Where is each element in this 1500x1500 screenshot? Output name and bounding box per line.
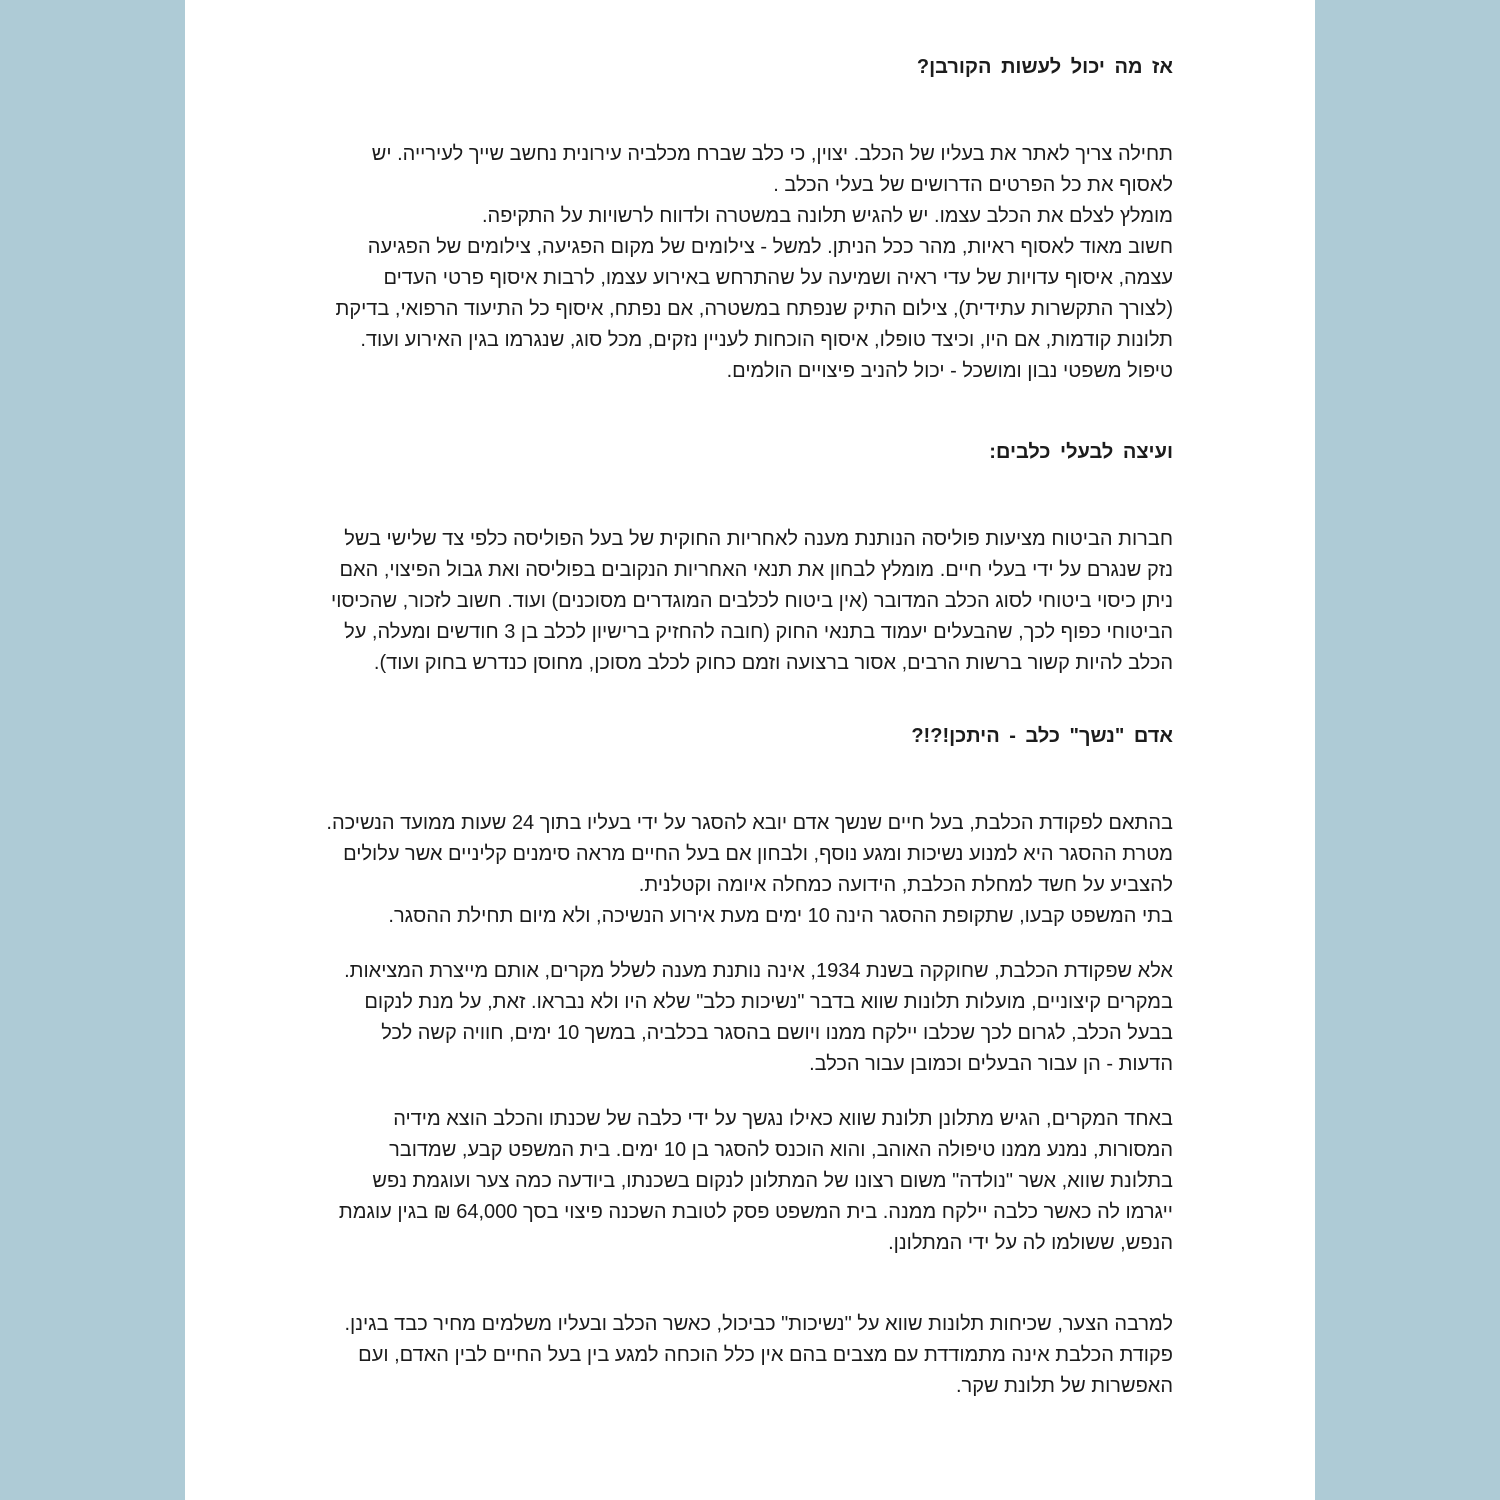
document-page: [185, 0, 1315, 1500]
paragraph-locate-owner: תחילה צריך לאתר את בעליו של הכלב. יצוין, כי כלב שברח מכלביה עירונית נחשב שייך לעירייה. יש לאסוף את כל הפרטים הדרושים של בעלי הכלב .: [371, 143, 1173, 196]
paragraph-insurance: חברות הביטוח מציעות פוליסה הנותנת מענה לאחריות החוקית של בעל הפוליסה כלפי צד שלישי בשל נזק שנגרם על ידי בעלי חיים. מומלץ לבחון את תנאי האחריות הנקובים בפוליסה ואת גבול הפיצוי, האם ניתן כיסוי ביטוחי לסוג הכלב המדובר (אין ביטוח לכלבים המוגדרים מסוכנים) ועוד. חשוב לזכור, שהכיסוי הביטוחי כפוף לכך, שהבעלים יעמוד בתנאי החוק (חובה להחזיק ברישיון לכלב בן 3 חודשים ומעלה, על הכלב להיות קשור ברשות הרבים, אסור ברצועה וזמם כחוק לכלב מסוכן, מחוסן כנדרש בחוק ועוד).: [331, 528, 1173, 674]
paragraph-court-case: באחד המקרים, הגיש מתלונן תלונת שווא כאילו נגשך על ידי כלבה של שכנתו והכלב הוצא מידיה המסורות, נמנע ממנו טיפולה האוהב, והוא הוכנס להסגר בן 10 ימים. בית המשפט קבע, שמדובר בתלונת שווא, אשר "נולדה" משום רצונו של המתלונן לנקום בשכנתו, ביודעה כמה צער ועוגמת נפש ייגרמו לה כאשר כלבה יילקח ממנה. בית המשפט פסק לטובת השכנה פיצוי בסך 64,000 ₪ בגין עוגמת הנפש, ששולמו לה על ידי המתלונן.: [338, 1108, 1173, 1254]
paragraph-conclusion: למרבה הצער, שכיחות תלונות שווא על "נשיכות" כביכול, כאשר הכלב ובעליו משלמים מחיר כבד בגינן. פקודת הכלבת אינה מתמודדת עם מצבים בהם אין כלל הוכחה למגע בין בעל החיים לבין האדם, ועם האפשרות של תלונת שקר.: [344, 1313, 1173, 1397]
paragraph-collect-evidence: חשוב מאוד לאסוף ראיות, מהר ככל הניתן. למשל - צילומים של מקום הפגיעה, צילומים של הפגיעה עצמה, איסוף עדויות של עדי ראיה ושמיעה על שהתרחש באירוע עצמו, לרבות איסוף פרטי העדים (לצורך התקשרות עתידית), צילום התיק שנפתח במשטרה, אם נפתח, איסוף כל התיעוד הרפואי, בדיקת תלונות קודמות, אם היו, וכיצד טופלו, איסוף הוכחות לעניין נזקים, מכל סוג, שנגרמו בגין האירוע ועוד. טיפול משפטי נבון ומושכל - יכול להניב פיצויים הולמים.: [335, 236, 1173, 382]
document-body: [325, 52, 1173, 1402]
paragraph-photograph-dog: מומלץ לצלם את הכלב עצמו. יש להגיש תלונה במשטרה ולדווח לרשויות על התקיפה.: [481, 205, 1173, 227]
paragraph-quarantine-period: בתי המשפט קבעו, שתקופת ההסגר הינה 10 ימים מעת אירוע הנשיכה, ולא מיום תחילת ההסגר.: [388, 905, 1173, 927]
paragraph-rabies-ordinance: בהתאם לפקודת הכלבת, בעל חיים שנשך אדם יובא להסגר על ידי בעליו בתוך 24 שעות ממועד הנשיכה. מטרת ההסגר היא למנוע נשיכות ומגע נוסף, ולבחון אם בעל החיים מראה סימנים קליניים אשר עלולים להצביע על חשד למחלת הכלבת, הידועה כמחלה איומה וקטלנית.: [326, 812, 1173, 896]
heading-advice-owners: ועיצה לבעלי כלבים:: [989, 441, 1173, 463]
heading-man-bites-dog: אדם "נשך" כלב - היתכן!?!?: [911, 725, 1173, 747]
heading-victim-actions: אז מה יכול לעשות הקורבן?: [916, 56, 1173, 78]
paragraph-false-complaints: אלא שפקודת הכלבת, שחוקקה בשנת 1934, אינה נותנת מענה לשלל מקרים, אותם מייצרת המציאות. במקרים קיצוניים, מועלות תלונות שווא בדבר "נשיכות כלב" שלא היו ולא נבראו. זאת, על מנת לנקום בבעל הכלב, לגרום לכך שכלבו יילקח ממנו ויושם בהסגר בכלביה, במשך 10 ימים, חוויה קשה לכל הדעות - הן עבור הבעלים וכמובן עבור הכלב.: [344, 960, 1173, 1075]
